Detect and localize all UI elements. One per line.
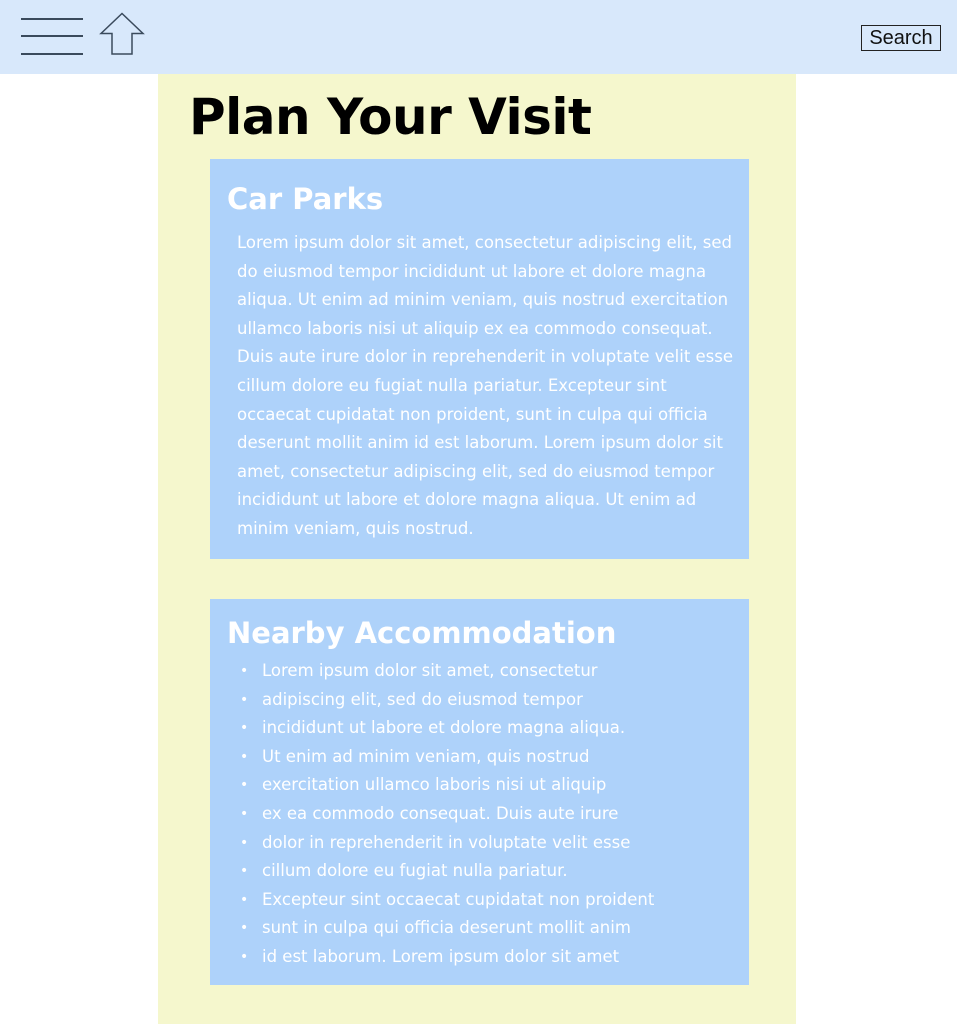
top-navigation-bar xyxy=(0,0,957,74)
page-title: Plan Your Visit xyxy=(189,88,592,146)
car-parks-heading: Car Parks xyxy=(227,182,384,216)
list-item: • adipiscing elit, sed do eiusmod tempor xyxy=(240,686,740,715)
list-item: • Ut enim ad minim veniam, quis nostrud xyxy=(240,743,740,772)
list-item: • sunt in culpa qui officia deserunt mollit anim xyxy=(240,914,740,943)
list-item: • exercitation ullamco laboris nisi ut aliquip xyxy=(240,771,740,800)
search-button[interactable]: Search xyxy=(861,25,941,51)
hamburger-menu-icon[interactable] xyxy=(21,18,83,55)
accommodation-heading: Nearby Accommodation xyxy=(227,616,617,650)
list-item: • Excepteur sint occaecat cupidatat non proident xyxy=(240,886,740,915)
list-item: • incididunt ut labore et dolore magna aliqua. xyxy=(240,714,740,743)
accommodation-panel xyxy=(210,599,749,985)
car-parks-text: Lorem ipsum dolor sit amet, consectetur adipiscing elit, sed do eiusmod tempor incididunt ut labore et dolore magna aliqua. Ut enim ad minim veniam, quis nostrud exercitation ullamco laboris nisi ut aliquip ex ea commodo consequat. Duis aute irure dolor in reprehenderit in voluptate velit esse cillum dolore eu fugiat nulla pariatur. Excepteur sint occaecat cupidatat non proident, sunt in culpa qui officia deserunt mollit anim id est laborum. Lorem ipsum dolor sit amet, consectetur adipiscing elit, sed do eiusmod tempor incididunt ut labore et dolore magna aliqua. Ut enim ad minim veniam, quis nostrud. xyxy=(237,233,734,538)
list-item: • cillum dolore eu fugiat nulla pariatur. xyxy=(240,857,740,886)
list-item: • Lorem ipsum dolor sit amet, consectetur xyxy=(240,657,740,686)
car-parks-panel xyxy=(210,159,749,559)
accommodation-list xyxy=(240,657,740,972)
home-icon[interactable] xyxy=(99,12,145,56)
main-content xyxy=(158,74,796,1024)
list-item: • id est laborum. Lorem ipsum dolor sit amet xyxy=(240,943,740,972)
list-item: • dolor in reprehenderit in voluptate velit esse xyxy=(240,829,740,858)
list-item: • ex ea commodo consequat. Duis aute irure xyxy=(240,800,740,829)
